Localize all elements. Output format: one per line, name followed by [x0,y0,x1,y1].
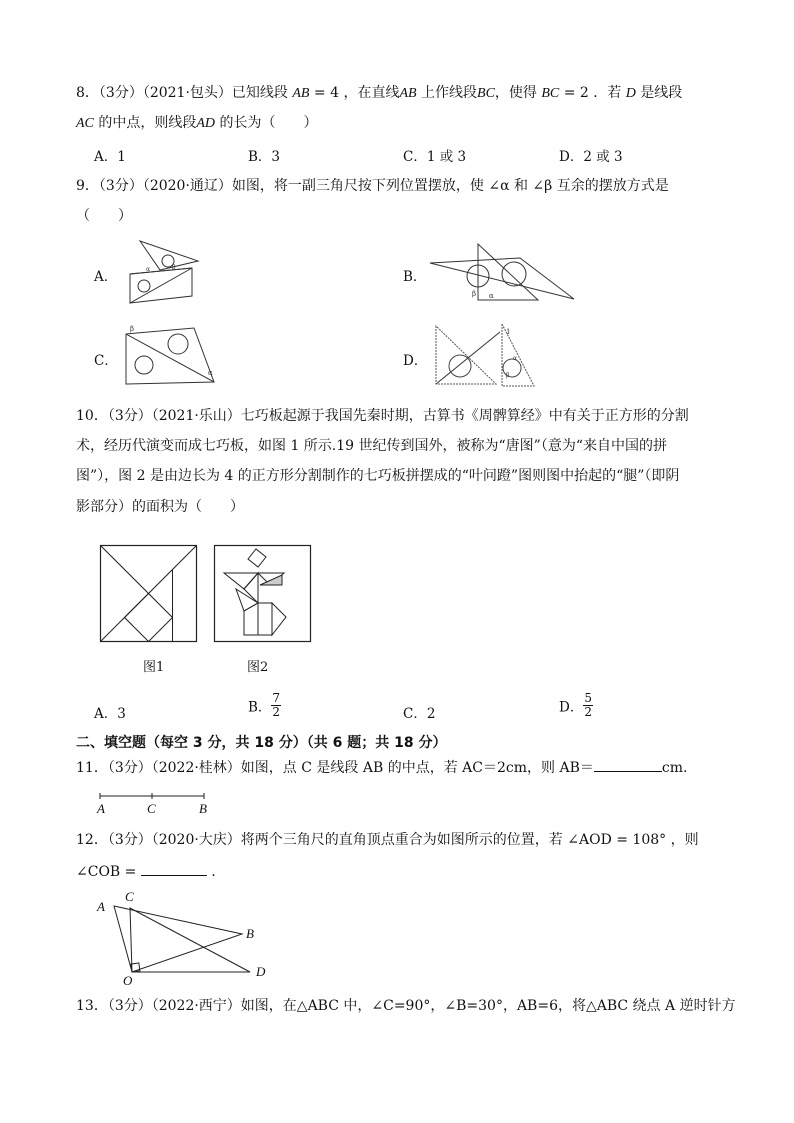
q12-label-a: A [97,899,105,914]
q12-line1: 12．（3分）（2020·大庆）将两个三角尺的直角顶点重合为如图所示的位置，若 ∠AOD = 108° ，则 [76,832,699,848]
q9-figure-a [120,238,200,308]
q9-figure-d [430,322,540,388]
svg-text:1: 1 [506,328,511,336]
q10-option-d: D． $\frac{5}{2}$ [559,691,592,719]
q12-answer-blank[interactable] [141,875,207,876]
q8-option-b: B．3 [248,149,281,165]
q8-line1: 8．（3分）（2021·包头）已知线段 AB = 4 ，在直线AB 上作线段BC，使得 BC = 2 ．若 D 是线段 [76,85,683,101]
svg-text:β: β [472,290,477,298]
q11-answer-blank[interactable] [594,771,662,772]
q12-label-c: C [125,889,134,904]
svg-text:β: β [172,264,176,271]
tangram-figure-1 [100,545,197,642]
q9-figure-b [428,240,578,302]
q10-line2: 术，经历代演变而成七巧板，如图 1 所示.19 世纪传到国外，被称为“唐图”（意为“来自中国的拼 [76,438,667,454]
q9-figure-c [122,322,218,386]
q12-label-d: D [256,964,266,979]
q13-line1: 13．（3分）（2022·西宁）如图，在△ABC 中，∠C=90°，∠B=30°，AB=6，将△ABC 绕点 A 逆时针方 [76,998,736,1014]
q11-label-b: B [199,801,207,816]
q11-label-c: C [147,801,156,816]
q11-label-a: A [97,801,105,816]
q8-option-d: D．2 或 3 [559,149,623,165]
svg-text:α: α [489,292,494,300]
q11-segment-figure [96,790,216,816]
q10-option-c: C．2 [403,706,436,722]
fig1-caption: 图1 [143,660,165,675]
q12-label-o: O [123,973,133,988]
q10-line1: 10．（3分）（2021·乐山）七巧板起源于我国先秦时期，古算书《周髀算经》中有关于正方形的分割 [76,408,689,424]
svg-text:β: β [506,372,510,379]
q9-line2: （ ） [76,208,132,224]
svg-text:β: β [130,325,135,333]
svg-text:α: α [513,355,518,362]
section-heading: 二、填空题（每空 3 分，共 18 分）（共 6 题；共 18 分） [76,735,447,751]
q9-label-d: D． [403,353,428,369]
q10-line4: 影部分）的面积为（ ） [76,499,244,515]
q12-label-b: B [246,926,254,941]
svg-text:α: α [208,369,213,377]
q10-option-b: B． $\frac{7}{2}$ [248,691,281,719]
svg-text:α: α [146,266,151,273]
tangram-figure-2 [214,545,311,642]
fig2-caption: 图2 [247,660,269,675]
q10-option-a: A．3 [94,706,126,722]
q9-line1: 9．（3分）（2020·通辽）如图，将一副三角尺按下列位置摆放，使 ∠α 和 ∠β 互余的摆放方式是 [76,178,669,194]
q11-text: 11．（3分）（2022·桂林）如图，点 C 是线段 AB 的中点，若 AC＝2cm，则 AB＝ cm. [76,760,688,776]
q8-option-c: C．1 或 3 [403,149,467,165]
q9-label-a: A． [94,269,118,285]
q8-option-a: A．1 [94,149,126,165]
q9-label-c: C． [94,353,118,369]
q8-line2: AC 的中点，则线段AD 的长为（ ） [76,115,318,131]
q12-line2: ∠COB = . [76,864,216,880]
q9-label-b: B． [403,269,427,285]
q10-line3: 图”），图 2 是由边长为 4 的正方形分割制作的七巧板拼摆成的“叶问蹬”图则图中抬起的“腿”（即阴 [76,468,680,484]
